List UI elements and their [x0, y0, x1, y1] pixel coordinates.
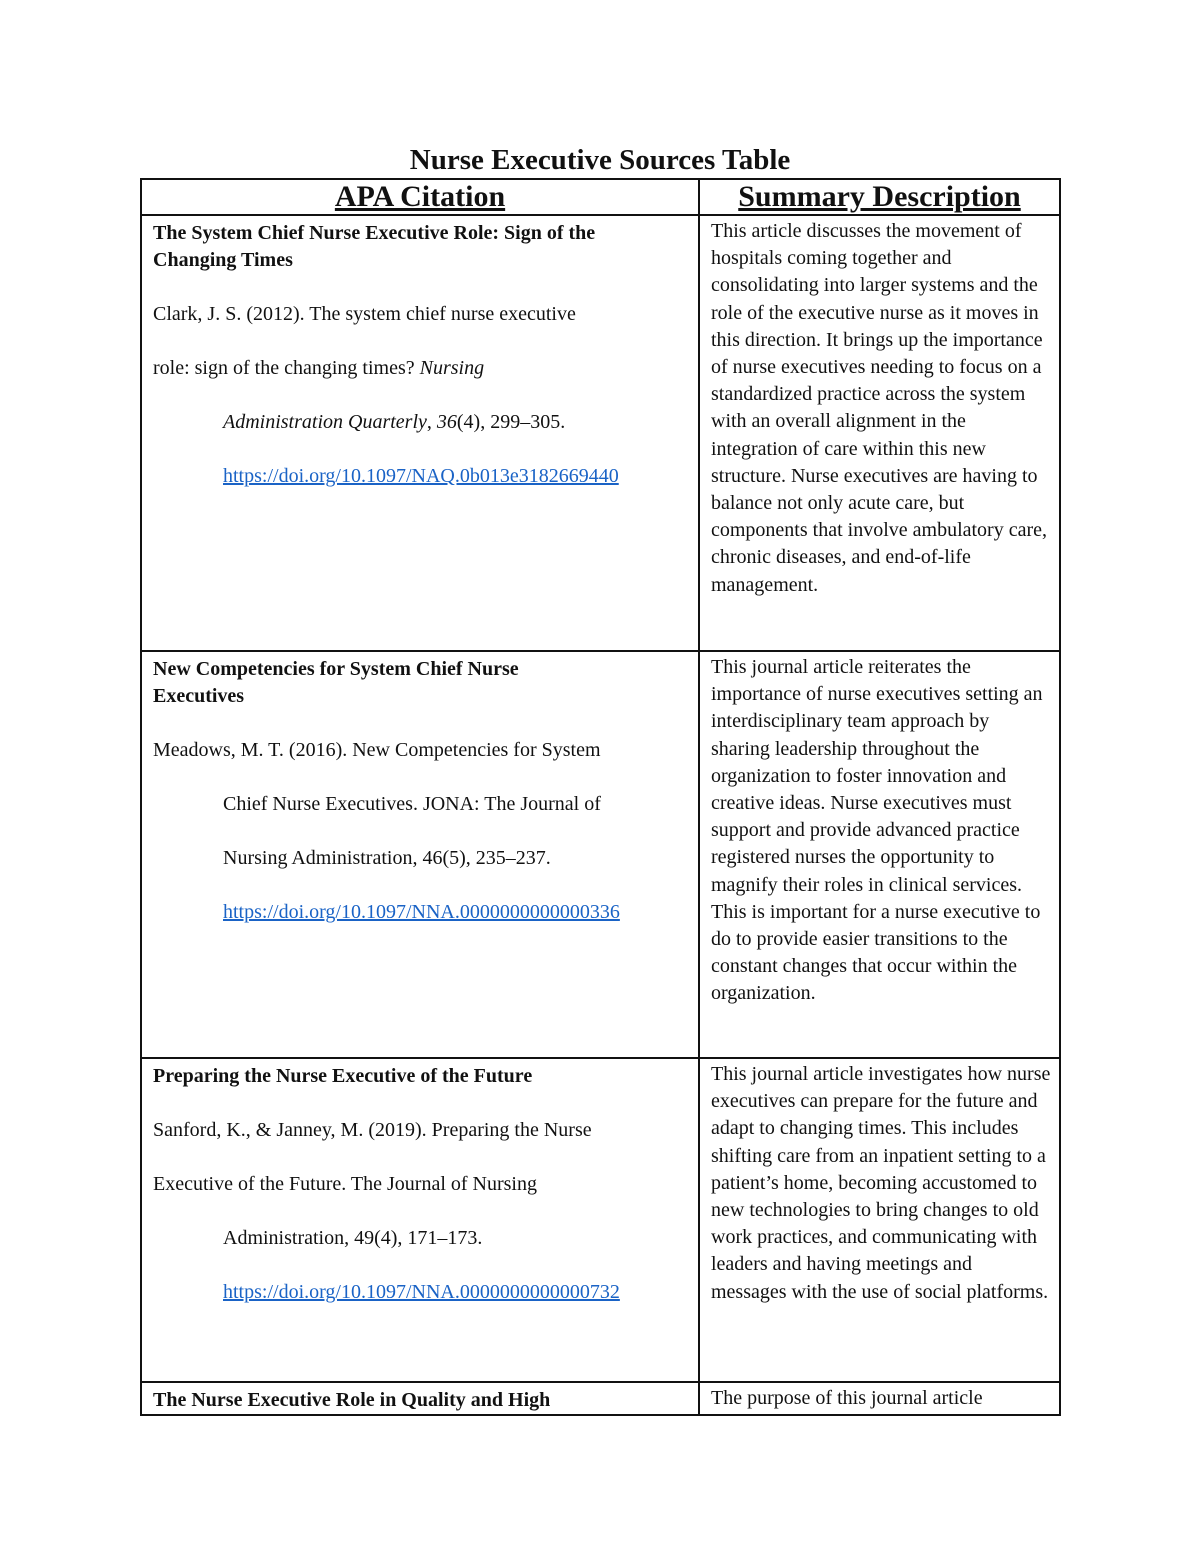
table-header-row — [141, 179, 1060, 215]
reference-line: Clark, J. S. (2012). The system chief nurse executive — [153, 303, 576, 325]
reference-line: Executive of the Future. The Journal of Nursing — [153, 1173, 537, 1195]
reference-line: Meadows, M. T. (2016). New Competencies for System — [153, 739, 601, 761]
citation-cell — [141, 215, 699, 651]
reference-line — [153, 355, 688, 382]
table-row — [141, 1382, 1060, 1415]
source-title — [153, 656, 688, 710]
summary-text: This article discusses the movement of hospitals coming together and consolidating into larger systems and the role of the executive nurse as it moves in this direction. It brings up the importance of nurse executives needing to focus on a standardized practice across the system with an overall alignment in the integration of care within this new structure. Nurse executives are having to balance not only acute care, but components that involve ambulatory care, chronic diseases, and end-of-life management. — [711, 220, 1048, 596]
summary-cell — [699, 651, 1060, 1058]
page-title: Nurse Executive Sources Table — [409, 144, 791, 176]
doi-link[interactable]: https://doi.org/10.1097/NNA.0000000000000732 — [223, 1281, 620, 1303]
header-summary-description: Summary Description — [699, 179, 1060, 215]
reference-line: Sanford, K., & Janney, M. (2019). Preparing the Nurse — [153, 1119, 592, 1141]
source-title: The Nurse Executive Role in Quality and High — [153, 1389, 551, 1411]
summary-text: The purpose of this journal article — [711, 1387, 983, 1409]
source-title-line: New Competencies for System Chief Nurse — [153, 658, 519, 680]
summary-cell — [699, 215, 1060, 651]
summary-cell — [699, 1382, 1060, 1415]
reference-line — [153, 899, 688, 926]
journal-issue-pages: (4), 299–305. — [456, 411, 566, 433]
source-title: Preparing the Nurse Executive of the Future — [153, 1065, 533, 1087]
doi-link[interactable]: https://doi.org/10.1097/NNA.0000000000000336 — [223, 901, 620, 923]
source-title-line: The System Chief Nurse Executive Role: Sign of the — [153, 222, 596, 244]
journal-volume: 36 — [436, 411, 457, 433]
source-title-line: Executives — [153, 685, 245, 707]
citation-cell — [141, 1382, 699, 1415]
summary-text: This journal article reiterates the importance of nurse executives setting an interdisciplinary team approach by sharing leadership throughout the organization to foster innovation and creative ideas. Nurse executives must support and provide advanced practice registered nurses the opportunity to magnify their roles in clinical services. This is important for a nurse executive to do to provide easier transitions to the constant changes that occur within the organization. — [711, 656, 1043, 1005]
citation-cell — [141, 1058, 699, 1382]
reference-line: Chief Nurse Executives. JONA: The Journal of — [223, 793, 601, 815]
reference-separator: , — [426, 411, 437, 433]
journal-name-part: Nursing — [419, 357, 485, 379]
summary-text: This journal article investigates how nurse executives can prepare for the future and adapt to changing times. This includes shifting care from an inpatient setting to a patient’s home, becoming accustomed to new technologies to bring changes to old work practices, and communicating with leaders and having meetings and messages with the use of social platforms. — [711, 1063, 1051, 1303]
table-row — [141, 1058, 1060, 1382]
reference-line: Nursing Administration, 46(5), 235–237. — [223, 847, 551, 869]
reference-line — [153, 463, 688, 490]
source-title — [153, 220, 688, 274]
reference-text: role: sign of the changing times? — [153, 357, 420, 379]
summary-cell — [699, 1058, 1060, 1382]
sources-table — [140, 178, 1061, 1416]
citation-cell — [141, 651, 699, 1058]
table-row — [141, 651, 1060, 1058]
doi-link[interactable]: https://doi.org/10.1097/NAQ.0b013e3182669440 — [223, 465, 619, 487]
reference-line — [153, 409, 688, 436]
header-apa-citation: APA Citation — [141, 179, 699, 215]
reference-line: Administration, 49(4), 171–173. — [223, 1227, 483, 1249]
reference-line — [153, 1279, 688, 1306]
journal-name: Administration Quarterly — [223, 411, 427, 433]
source-title-line: Changing Times — [153, 249, 293, 271]
table-row — [141, 215, 1060, 651]
